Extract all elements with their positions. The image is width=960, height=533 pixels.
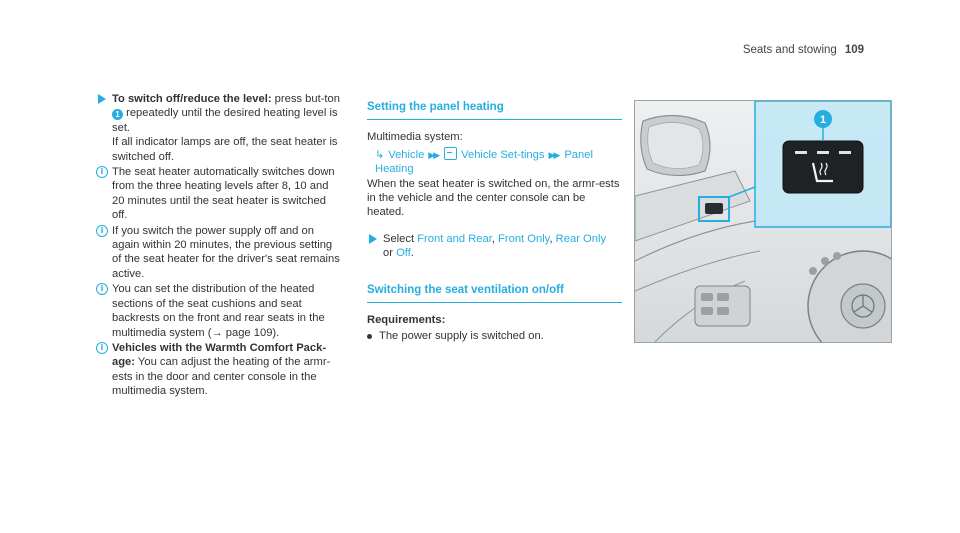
path-vehicle: Vehicle: [388, 148, 425, 161]
info-note: i If you switch the power supply off and on again within 20 minutes, the previous setting of the seat heater for the driver's seat remains active.: [96, 224, 341, 282]
path-vehicle-settings: Vehicle Set-tings: [461, 148, 545, 161]
page-header: [743, 44, 864, 56]
door-illustration: [635, 101, 891, 342]
double-chevron-icon: ▶▶: [428, 149, 439, 160]
info-note: i The seat heater automatically switches down from the three heating levels after 8, 10 and 20 minutes until the seat heater is switched off.: [96, 165, 341, 223]
option-front-only: Front Only: [498, 232, 550, 245]
option-rear-only: Rear Only: [555, 232, 607, 245]
info-icon: i: [96, 342, 108, 354]
menu-path: [367, 147, 622, 177]
info-icon: i: [96, 166, 108, 178]
door-panel-figure: [634, 100, 892, 343]
requirements-label: Requirements:: [367, 314, 446, 327]
figure-callout-label: 1: [819, 114, 827, 126]
step-arrow-icon: [367, 233, 379, 245]
panel-body: When the seat heater is switched on, the armr-ests in the vehicle and the center console can be heated.: [367, 177, 620, 219]
ventilation-heading: Switching the seat ventilation on/off: [367, 283, 622, 303]
step-lead: To switch off/reduce the level:: [112, 93, 272, 105]
option-off: Off: [396, 247, 411, 260]
info-note: i You can set the distribution of the heated sections of the seat cushions and seat backrests on the front and rear seats in the multimedia system (→ page 109).: [96, 282, 341, 340]
select-step: Select Front and Rear, Front Only, Rear Only or Off.: [367, 232, 622, 261]
info-note: i Vehicles with the Warmth Comfort Pack-age: You can adjust the heating of the armr-ests in the door and center console in the multimedia system.: [96, 341, 341, 399]
page-number: 109: [844, 44, 864, 56]
middle-column: [367, 100, 622, 345]
left-column: [96, 92, 341, 400]
option-front-rear: Front and Rear: [417, 232, 492, 245]
panel-heating-heading: Setting the panel heating: [367, 100, 622, 120]
double-chevron-icon: ▶▶: [548, 149, 559, 160]
step-item: To switch off/reduce the level: press but-ton 1 repeatedly until the desired heating level is set. If all indicator lamps are off, the seat heater is switched off.: [96, 92, 341, 164]
info-icon: i: [96, 225, 108, 237]
system-label: Multimedia system:: [367, 131, 463, 144]
requirement-item: The power supply is switched on.: [367, 329, 622, 343]
seat-heater-button: [783, 141, 863, 193]
section-name: Seats and stowing: [742, 44, 837, 56]
callout-badge-icon: 1: [112, 109, 123, 120]
info-icon: i: [96, 283, 108, 295]
step-arrow-icon: [96, 93, 108, 105]
step-note: If all indicator lamps are off, the seat heater is switched off.: [112, 136, 338, 163]
vehicle-icon: [444, 147, 457, 160]
path-panel-heating: Panel Heating: [375, 148, 593, 176]
bullet-icon: [367, 334, 372, 339]
return-arrow-icon: ↳: [375, 148, 385, 161]
